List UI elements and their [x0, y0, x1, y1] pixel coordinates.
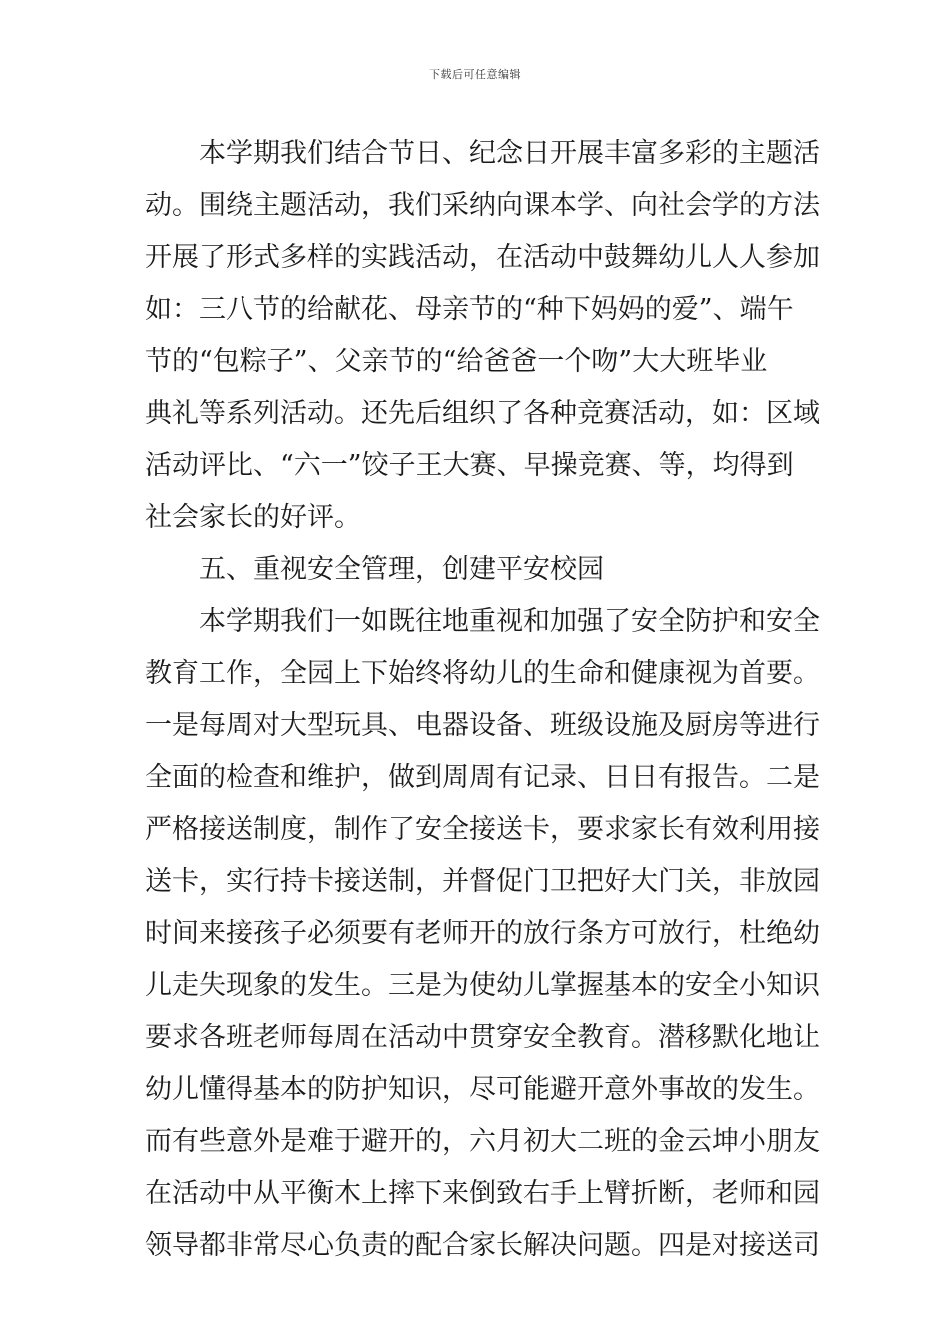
- text-line-18: 要求各班老师每周在活动中贯穿安全教育。潜移默化地让: [145, 1022, 820, 1053]
- text-line-19: 幼儿懂得基本的防护知识，尽可能避开意外事故的发生。: [145, 1074, 820, 1105]
- page-header-note: 下载后可任意编辑: [429, 68, 521, 81]
- text-line-12: 一是每周对大型玩具、电器设备、班级设施及厨房等进行: [145, 710, 820, 741]
- text-line-13: 全面的检查和维护，做到周周有记录、日日有报告。二是: [145, 762, 820, 793]
- section-heading: 五、重视安全管理，创建平安校园: [199, 554, 604, 585]
- text-line-17: 儿走失现象的发生。三是为使幼儿掌握基本的安全小知识: [145, 970, 820, 1001]
- text-line-8: 社会家长的好评。: [145, 502, 361, 533]
- text-line-10: 本学期我们一如既往地重视和加强了安全防护和安全: [199, 606, 820, 637]
- text-line-2: 动。围绕主题活动，我们采纳向课本学、向社会学的方法: [145, 190, 820, 221]
- text-line-15: 送卡，实行持卡接送制，并督促门卫把好大门关，非放园: [145, 866, 820, 897]
- text-line-3: 开展了形式多样的实践活动，在活动中鼓舞幼儿人人参加: [145, 242, 820, 273]
- text-line-21: 在活动中从平衡木上摔下来倒致右手上臂折断，老师和园: [145, 1178, 820, 1209]
- text-line-1: 本学期我们结合节日、纪念日开展丰富多彩的主题活: [199, 138, 820, 169]
- document-body: [145, 128, 820, 1272]
- text-line-6: 典礼等系列活动。还先后组织了各种竞赛活动，如：区域: [145, 398, 820, 429]
- text-line-14: 严格接送制度，制作了安全接送卡，要求家长有效利用接: [145, 814, 820, 845]
- text-line-5: 节的“包粽子”、父亲节的“给爸爸一个吻”大大班毕业: [145, 346, 768, 377]
- text-line-16: 时间来接孩子必须要有老师开的放行条方可放行，杜绝幼: [145, 918, 820, 949]
- text-line-20: 而有些意外是难于避开的，六月初大二班的金云坤小朋友: [145, 1126, 820, 1157]
- text-line-4: 如：三八节的给献花、母亲节的“种下妈妈的爱”、端午: [145, 294, 794, 325]
- text-line-11: 教育工作，全园上下始终将幼儿的生命和健康视为首要。: [145, 658, 820, 689]
- text-line-22: 领导都非常尽心负责的配合家长解决问题。四是对接送司: [145, 1230, 820, 1261]
- text-line-7: 活动评比、“六一”饺子王大赛、早操竞赛、等，均得到: [145, 450, 794, 481]
